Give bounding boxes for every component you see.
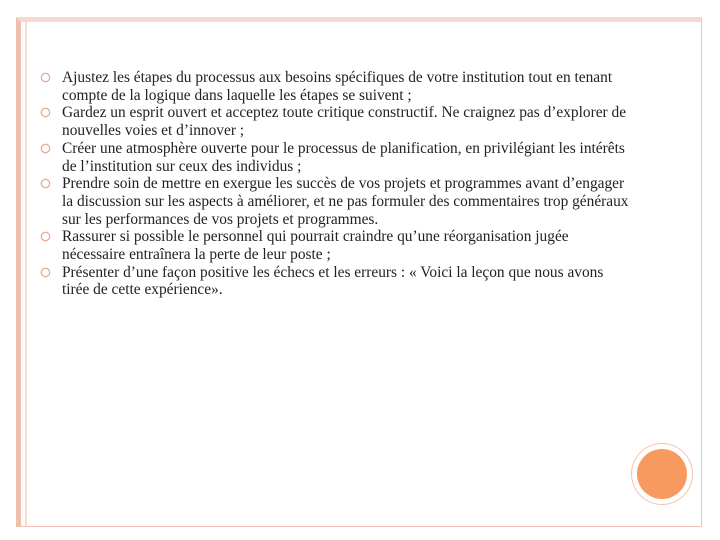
bullet-list (40, 69, 630, 299)
bullet-item (40, 104, 630, 139)
bullet-text: Rassurer si possible le personnel qui pourrait craindre qu’une réorganisation jugée nécessaire entraînera la perte de leur poste ; (62, 228, 569, 264)
bullet-item (40, 228, 630, 263)
bullet-text: Présenter d’une façon positive les échecs et les erreurs : « Voici la leçon que nous avons tirée de cette expérience». (62, 263, 604, 299)
circle-bullet-icon (40, 267, 51, 278)
bullet-text: Prendre soin de mettre en exergue les succès de vos projets et programmes avant d’engager la discussion sur les aspects à améliorer, et ne pas formuler des commentaires trop généraux sur les performances de vos projets et programmes. (62, 175, 629, 228)
bullet-item (40, 140, 630, 175)
circle-bullet-icon (40, 143, 51, 154)
circle-bullet-icon (40, 107, 51, 118)
bullet-text: Créer une atmosphère ouverte pour le processus de planification, en privilégiant les intérêts de l’institution sur ceux des individus ; (62, 139, 625, 175)
orange-circle-decoration (637, 449, 687, 499)
circle-bullet-icon (40, 178, 51, 189)
bullet-item (40, 264, 630, 299)
slide-content (40, 69, 630, 299)
circle-bullet-icon (40, 72, 51, 83)
bullet-text: Gardez un esprit ouvert et acceptez toute critique constructif. Ne craignez pas d’explorer de nouvelles voies et d’innover ; (62, 104, 627, 140)
bullet-text: Ajustez les étapes du processus aux besoins spécifiques de votre institution tout en tenant compte de la logique dans laquelle les étapes se suivent ; (62, 69, 613, 104)
circle-bullet-icon (40, 231, 51, 242)
bullet-item (40, 175, 630, 228)
bullet-item (40, 69, 630, 104)
